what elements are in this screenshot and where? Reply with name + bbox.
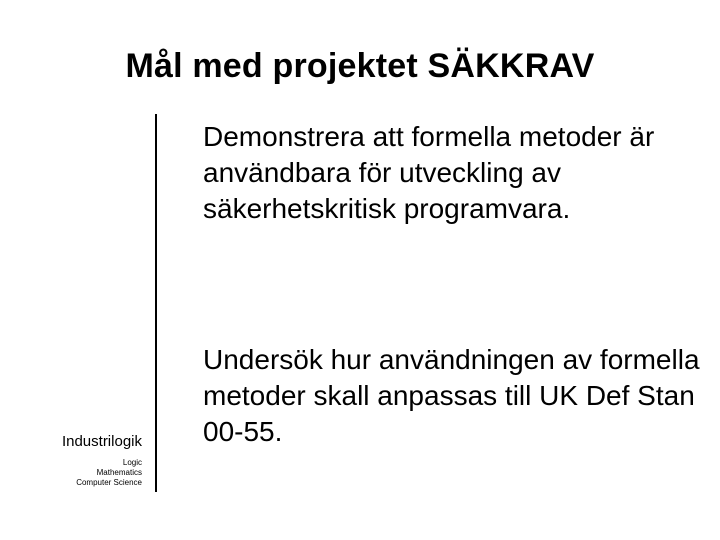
brand-logo [62, 432, 142, 488]
brand-tagline-mathematics: Mathematics [96, 468, 142, 477]
brand-tagline-logic: Logic [122, 458, 142, 467]
brand-tagline-computer-science: Computer Science [76, 478, 142, 487]
brand-name: Industrilogik [61, 433, 142, 450]
vertical-divider [155, 114, 157, 492]
slide-title: Mål med projektet SÄKKRAV [125, 47, 595, 85]
goal-paragraph-2: Undersök hur användningen av formella metoder skall anpassas till UK Def Stan 00-55. [203, 344, 700, 447]
goal-paragraph-1: Demonstrera att formella metoder är användbara för utveckling av säkerhetskritisk programvara. [203, 121, 655, 224]
